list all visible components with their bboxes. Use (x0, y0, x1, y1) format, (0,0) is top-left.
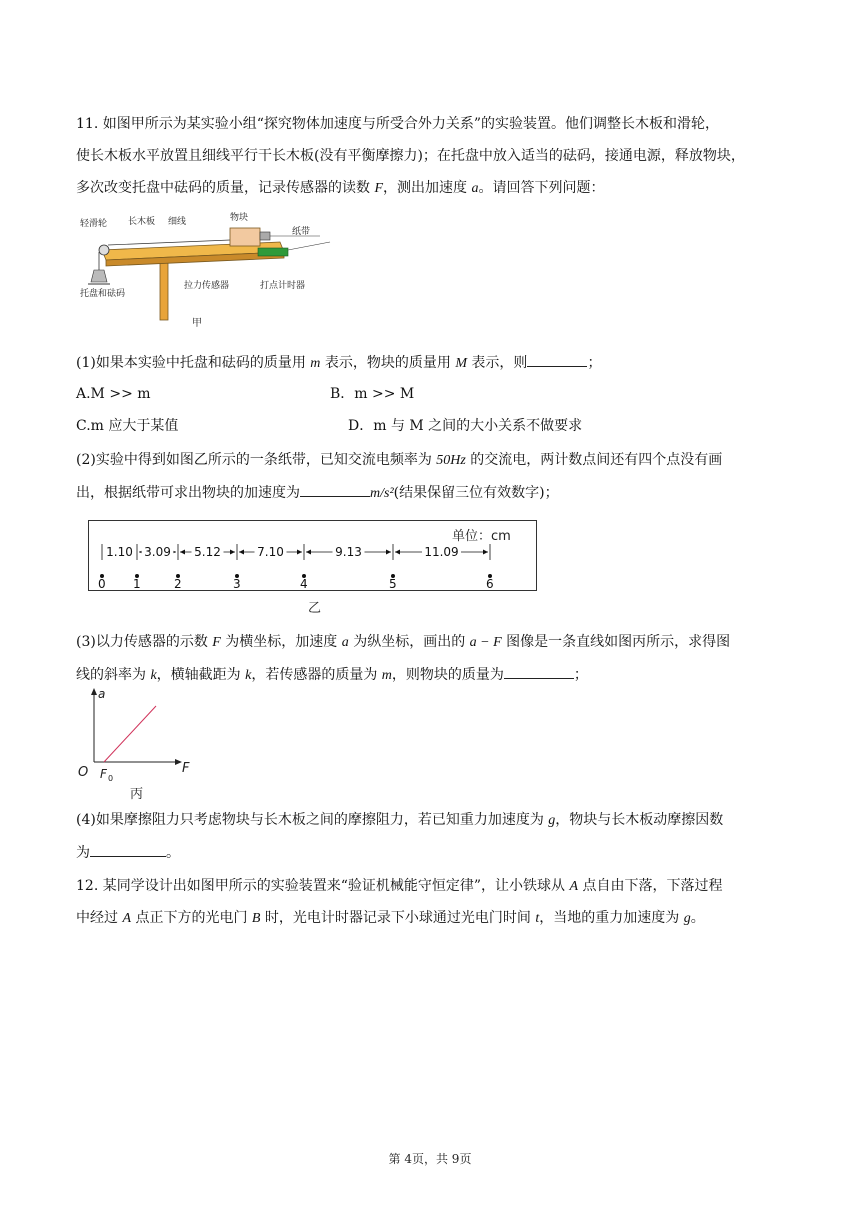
tape-segment-label: 1.10 (106, 545, 133, 559)
option-a: A.M >> m (76, 386, 151, 402)
tape-segment-label: 3.09 (144, 545, 171, 559)
label-tray: 托盘和砝码 (80, 289, 126, 299)
q11-line-3: 多次改变托盘中砝码的质量，记录传感器的读数 F，测出加速度 a。请回答下列问题： (76, 180, 605, 196)
tape-segment-label: 9.13 (335, 545, 362, 559)
tape-segment-label: 11.09 (424, 545, 459, 559)
tape-point-label-2: 2 (174, 577, 182, 591)
option-d: D．m 与 M 之间的大小关系不做要求 (348, 418, 583, 434)
graph-x-label: F (182, 761, 190, 776)
tape-point-label-5: 5 (389, 577, 397, 591)
option-c: C.m 应大于某值 (76, 418, 179, 434)
q11-line-1 (76, 114, 719, 134)
q11-text: 使长木板水平放置且细线平行干长木板(没有平衡摩擦力)；在托盘中放入适当的砝码，接通电源，释放物块， (76, 148, 745, 164)
option-b: B．m >> M (330, 386, 415, 402)
q11-text: 11. 如图甲所示为某实验小组“探究物体加速度与所受合外力关系”的实验装置。他们调整长木板和滑轮， (76, 116, 720, 132)
block-icon (230, 228, 260, 246)
tape-point-label-0: 0 (98, 577, 106, 591)
graph-y-label: a (98, 687, 106, 701)
tape-segment-label: 5.12 (194, 545, 221, 559)
caption-jia: 甲 (192, 318, 202, 329)
q11-line-2 (76, 146, 745, 166)
q12-line-1: 12. 某同学设计出如图甲所示的实验装置来“验证机械能守恒定律”，让小铁球从 A 点自由下落，下落过程 (76, 878, 723, 894)
label-string: 细线 (168, 217, 187, 227)
graph-line (104, 706, 156, 762)
apparatus-figure (80, 212, 340, 332)
label-timer: 打点计时器 (260, 281, 306, 291)
label-pulley: 轻滑轮 (80, 219, 108, 229)
label-block: 物块 (230, 213, 249, 223)
sensor-icon (260, 232, 270, 240)
tape-point-label-3: 3 (233, 577, 241, 591)
tray-icon (91, 270, 107, 282)
tape-point-label-1: 1 (133, 577, 141, 591)
answer-blank-2[interactable] (300, 482, 370, 497)
caption-bing: 丙 (130, 787, 144, 802)
tape-point-label-6: 6 (486, 577, 494, 591)
sub2-line-1: (2)实验中得到如图乙所示的一条纸带，已知交流电频率为 50Hz 的交流电，两计数点间还有四个点没有画 (76, 452, 723, 468)
sub2-line-2: 出，根据纸带可求出物块的加速度为 m/s²(结果保留三位有效数字)； (76, 482, 559, 504)
timer-icon (258, 248, 288, 256)
sub4-line-1: (4)如果摩擦阻力只考虑物块与长木板之间的摩擦阻力，若已知重力加速度为 g，物块与长木板动摩擦因数 (76, 812, 724, 828)
graph-intercept: F (100, 767, 107, 781)
x-axis-arrow (175, 759, 182, 765)
y-axis-arrow (91, 688, 97, 695)
a-f-graph (74, 686, 204, 804)
table-leg (160, 260, 168, 320)
sub3-line-1: (3)以力传感器的示数 F 为横坐标，加速度 a 为纵坐标，画出的 a − F 图像是一条直线如图丙所示，求得图 (76, 634, 731, 650)
answer-blank-1[interactable] (527, 352, 587, 367)
tape-unit-label: 单位：cm (452, 529, 511, 544)
q12-line-2: 中经过 A 点正下方的光电门 B 时，光电计时器记录下小球通过光电门时间 t，当地的重力加速度为 g。 (76, 910, 705, 926)
sub4-line-2: 为 。 (76, 842, 180, 863)
answer-blank-3[interactable] (504, 664, 574, 679)
tape-point-label-4: 4 (300, 577, 308, 591)
caption-yi: 乙 (308, 601, 322, 616)
sub3-line-2: 线的斜率为 k，横轴截距为 k，若传感器的质量为 m，则物块的质量为 ； (76, 664, 588, 686)
label-tape: 纸带 (292, 227, 311, 237)
graph-origin: O (78, 765, 89, 780)
label-sensor: 拉力传感器 (184, 281, 230, 291)
sub1-line: (1)如果本实验中托盘和砝码的质量用 m 表示，物块的质量用 M 表示，则 ； (76, 352, 601, 374)
pulley-icon (99, 245, 109, 255)
paper-tape-figure (88, 518, 538, 618)
page-footer: 第 4页，共 9页 (388, 1152, 472, 1166)
graph-intercept-sub: 0 (108, 774, 114, 783)
answer-blank-4[interactable] (90, 842, 166, 857)
string-line (108, 240, 230, 245)
label-board: 长木板 (128, 217, 156, 227)
tape-segment-label: 7.10 (257, 545, 284, 559)
